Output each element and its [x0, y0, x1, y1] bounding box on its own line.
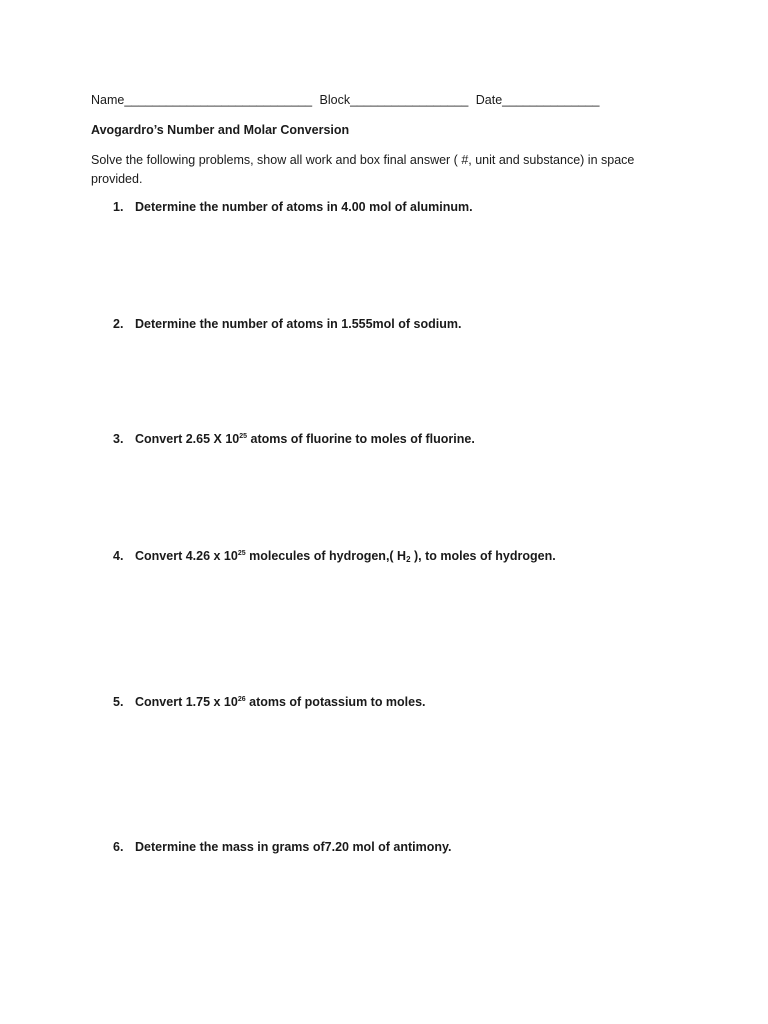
instructions-text: Solve the following problems, show all work and box final answer ( #, unit and substance) in space provided.	[91, 153, 635, 186]
problem-1	[113, 200, 473, 214]
problem-number: 1.	[113, 200, 124, 214]
subscript: 2	[406, 555, 411, 564]
problem-text: Determine the number of atoms in 1.555mol of sodium.	[135, 317, 462, 331]
student-info-line	[91, 93, 604, 107]
problem-text-start: Convert 2.65 X 10	[135, 432, 240, 446]
problem-text: Determine the number of atoms in 4.00 mol of aluminum.	[135, 200, 473, 214]
problem-3	[113, 432, 475, 446]
problem-number: 4.	[113, 549, 124, 563]
problem-number: 2.	[113, 317, 124, 331]
problem-5	[113, 695, 426, 709]
problem-6	[113, 840, 452, 854]
problem-number: 5.	[113, 695, 124, 709]
problem-text: Determine the mass in grams of7.20 mol of antimony.	[135, 840, 452, 854]
problem-text-start: Convert 4.26 x 10	[135, 549, 238, 563]
problem-number: 3.	[113, 432, 124, 446]
worksheet-title: Avogardro’s Number and Molar Conversion	[91, 123, 350, 137]
problem-2	[113, 317, 461, 331]
problem-text-middle: molecules of hydrogen,( H	[245, 549, 407, 563]
name-field: Name___________________________	[91, 93, 313, 107]
problem-text-end: atoms of potassium to moles.	[245, 695, 426, 709]
block-field: Block_________________	[319, 93, 469, 107]
exponent: 25	[237, 550, 246, 557]
problem-text-end: ), to moles of hydrogen.	[410, 549, 556, 563]
problem-4	[113, 549, 556, 564]
problem-number: 6.	[113, 840, 124, 854]
exponent: 26	[237, 696, 246, 703]
date-field: Date______________	[475, 93, 600, 107]
exponent: 25	[239, 433, 248, 440]
problem-text-end: atoms of fluorine to moles of fluorine.	[247, 432, 475, 446]
problem-text-start: Convert 1.75 x 10	[135, 695, 238, 709]
